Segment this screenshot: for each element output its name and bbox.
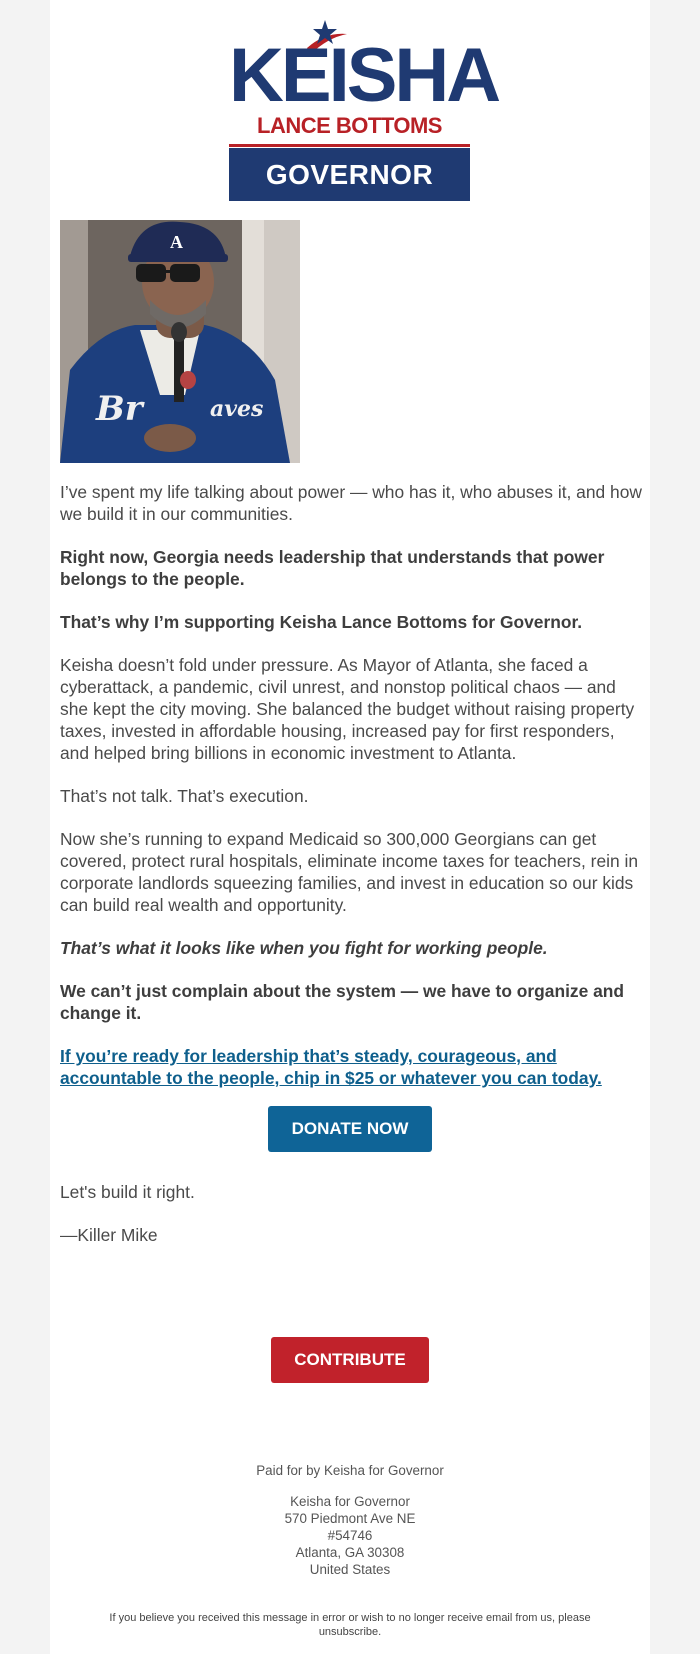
- address-line: #54746: [327, 1528, 373, 1543]
- paragraph-platform: Now she’s running to expand Medicaid so 300,000 Georgians can get covered, protect rural hospitals, eliminate income taxes for teachers, rein in corporate landlords squeezing families, and invest in education so our kids can build real wealth and opportunity.: [60, 829, 639, 915]
- address-line: United States: [309, 1562, 391, 1577]
- donate-now-button[interactable]: DONATE NOW: [268, 1106, 432, 1152]
- cta-paragraph: [60, 1045, 642, 1089]
- logo-office: GOVERNOR: [229, 148, 470, 201]
- paragraph-record: Keisha doesn’t fold under pressure. As Mayor of Atlanta, she faced a cyberattack, a pandemic, civil unrest, and nonstop political chaos — and she kept the city moving. She balanced the budget without raising property taxes, invested in affordable housing, increased pay for first responders, and helped bring billions in economic investment to Atlanta.: [60, 655, 635, 763]
- message-body: [60, 481, 642, 1110]
- logo-last-name: LANCE BOTTOMS: [257, 113, 442, 138]
- donate-link[interactable]: If you’re ready for leadership that’s steady, courageous, and accountable to the people, chip in $25 or whatever you can today.: [60, 1046, 602, 1088]
- paragraph-organize: We can’t just complain about the system — we have to organize and change it.: [60, 981, 625, 1023]
- email-body: [50, 0, 650, 1654]
- campaign-logo: [229, 18, 499, 202]
- speaker-photo-image: [60, 220, 300, 463]
- paid-for-disclaimer: Paid for by Keisha for Governor: [256, 1463, 444, 1478]
- logo-first-name: KEISHA: [229, 33, 499, 118]
- svg-text:aves: aves: [210, 396, 264, 422]
- address-line: Atlanta, GA 30308: [295, 1545, 405, 1560]
- svg-text:A: A: [170, 232, 183, 252]
- footer: [50, 1462, 650, 1578]
- svg-text:Br: Br: [96, 389, 143, 429]
- paragraph-leadership: Right now, Georgia needs leadership that understands that power belongs to the people.: [60, 547, 605, 589]
- address-line: 570 Piedmont Ave NE: [284, 1511, 416, 1526]
- paragraph-intro: I’ve spent my life talking about power — who has it, who abuses it, and how we build it in our communities.: [60, 482, 642, 524]
- speaker-photo: [60, 220, 300, 463]
- unsubscribe-notice[interactable]: If you believe you received this message in error or wish to no longer receive email from us, please unsubscribe.: [109, 1612, 591, 1638]
- contribute-button[interactable]: CONTRIBUTE: [271, 1337, 429, 1383]
- closing: [60, 1181, 640, 1267]
- paragraph-execution: That’s not talk. That’s execution.: [60, 786, 309, 806]
- mailing-address: [50, 1493, 650, 1578]
- address-line: Keisha for Governor: [290, 1494, 410, 1509]
- paragraph-endorsement: That’s why I’m supporting Keisha Lance Bottoms for Governor.: [60, 612, 583, 632]
- closing-line: Let's build it right.: [60, 1182, 195, 1202]
- paragraph-working-people: That’s what it looks like when you fight for working people.: [60, 938, 548, 958]
- signature: —Killer Mike: [60, 1225, 158, 1245]
- logo-divider: [229, 144, 470, 147]
